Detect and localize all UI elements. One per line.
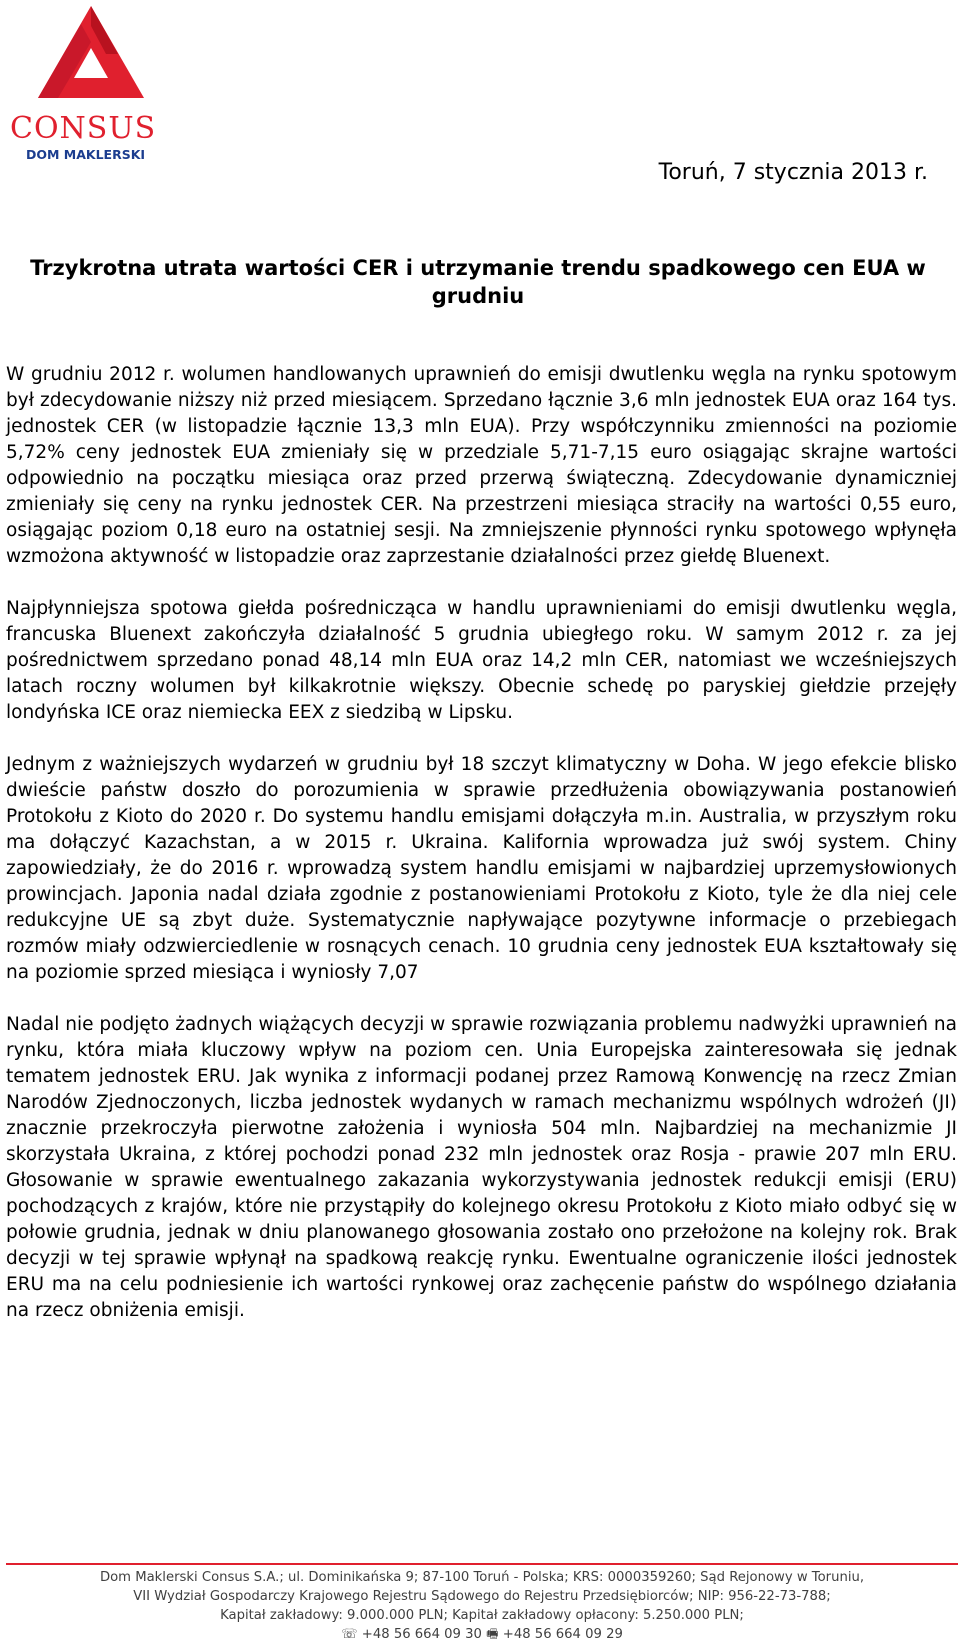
date-line: Toruń, 7 stycznia 2013 r. <box>658 160 928 185</box>
paragraph-1: W grudniu 2012 r. wolumen handlowanych uprawnień do emisji dwutlenku węgla na rynku spotowym był zdecydowanie niższy niż przed miesiącem. Sprzedano łącznie 3,6 mln jednostek EUA oraz 164 tys. jednostek CER (w listopadzie łącznie 13,3 mln EUA). Przy współczynniku zmienności na poziomie 5,72% ceny jednostek EUA zmieniały się w przedziale 5,71-7,15 euro osiągając skrajne wartości odpowiednio na początku miesiąca oraz przed przerwą świąteczną. Zdecydowanie dynamiczniej zmieniały się ceny na rynku jednostek CER. Na przestrzeni miesiąca straciły na wartości 0,55 euro, osiągając poziom 0,18 euro na ostatniej sesji. Na zmniejszenie płynności rynku spotowego wpłynęła wzmożona aktywność w listopadzie oraz zaprzestanie działalności przez giełdę Bluenext. <box>6 364 957 567</box>
phone-icon: ☏ <box>341 1627 358 1642</box>
paragraph-3: Jednym z ważniejszych wydarzeń w grudniu był 18 szczyt klimatyczny w Doha. W jego efekcie blisko dwieście państw doszło do porozumienia w sprawie przedłużenia obowiązywania postanowień Protokołu z Kioto do 2020 r. Do systemu handlu emisjami dołączyła m.in. Australia, w przyszłym roku ma dołączyć Kazachstan, a w 2015 r. Ukraina. Kalifornia wprowadza już swój system. Chiny zapowiedziały, że do 2016 r. wprowadzą system handlu emisjami w najbardziej uprzemysłowionych prowincjach. Japonia nadal działa zgodnie z postanowieniami Protokołu z Kioto, tyle że dla niej cele redukcyjne UE są zbyt duże. Systematycznie napływające pozytywne informacje o przebiegach rozmów miały odzwierciedlenie w rosnących cenach. 10 grudnia ceny jednostek EUA kształtowały się na poziomie sprzed miesiąca i wyniosły 7,07 <box>6 754 957 983</box>
company-logo <box>8 4 178 164</box>
document-title: Trzykrotna utrata wartości CER i utrzymanie trendu spadkowego cen EUA w grudniu <box>30 256 926 308</box>
article-body <box>6 362 957 1350</box>
footer-line-2: VII Wydział Gospodarczy Krajowego Rejestru Sądowego do Rejestru Przedsiębiorców; NIP: 956-22-73-788; <box>133 1589 831 1604</box>
footer-line-3: Kapitał zakładowy: 9.000.000 PLN; Kapitał zakładowy opłacony: 5.250.000 PLN; <box>220 1608 744 1623</box>
logo-wordmark: CONSUS <box>10 111 157 146</box>
footer-phone: +48 56 664 09 30 <box>361 1627 482 1642</box>
paragraph-4: Nadal nie podjęto żadnych wiążących decyzji w sprawie rozwiązania problemu nadwyżki uprawnień na rynku, która miała kluczowy wpływ na poziom cen. Unia Europejska zainteresowała się jednak tematem jednostek ERU. Jak wynika z informacji podanej przez Ramową Konwencję na rzecz Zmian Narodów Zjednoczonych, liczba jednostek wydanych w ramach mechanizmu wspólnych wdrożeń (JI) znacznie przekroczyła pierwotne założenia i wyniosła 504 mln. Najbardziej na mechanizmie JI skorzystała Ukraina, z której pochodzi ponad 232 mln jednostek oraz Rosja - prawie 207 mln ERU. Głosowanie w sprawie ewentualnego zakazania wykorzystywania jednostek redukcji emisji (ERU) pochodzących z krajów, które nie przystąpiły do kolejnego okresu Protokołu z Kioto miało odbyć się w połowie grudnia, jednak w dniu planowanego głosowania zostało ono przełożone na kolejny rok. Brak decyzji w tej sprawie wpłynął na spadkową reakcję rynku. Ewentualne ograniczenie ilości jednostek ERU ma na celu podniesienie ich wartości rynkowej oraz zachęcenie państw do wspólnego działania na rzecz obniżenia emisji. <box>6 1014 957 1321</box>
footer-line-1: Dom Maklerski Consus S.A.; ul. Dominikańska 9; 87-100 Toruń - Polska; KRS: 0000359260; Sąd Rejonowy w Toruniu, <box>99 1570 865 1585</box>
red-triangle-logo-icon <box>36 4 146 104</box>
footer-fax: +48 56 664 09 29 <box>502 1627 623 1642</box>
footer-contact <box>6 1625 958 1644</box>
footer <box>6 1568 958 1644</box>
logo-subtitle: DOM MAKLERSKI <box>26 147 146 162</box>
paragraph-2: Najpłynniejsza spotowa giełda pośrednicząca w handlu uprawnieniami do emisji dwutlenku węgla, francuska Bluenext zakończyła działalność 5 grudnia ubiegłego roku. W samym 2012 r. za jej pośrednictwem sprzedano ponad 48,14 mln EUA oraz 14,2 mln CER, natomiast we wcześniejszych latach roczny wolumen był kilkakrotnie większy. Obecnie schedę po paryskiej giełdzie przejęły londyńska ICE oraz niemiecka EEX z siedzibą w Lipsku. <box>6 598 957 723</box>
footer-divider <box>6 1563 958 1565</box>
fax-icon: 🖷 <box>486 1627 499 1642</box>
